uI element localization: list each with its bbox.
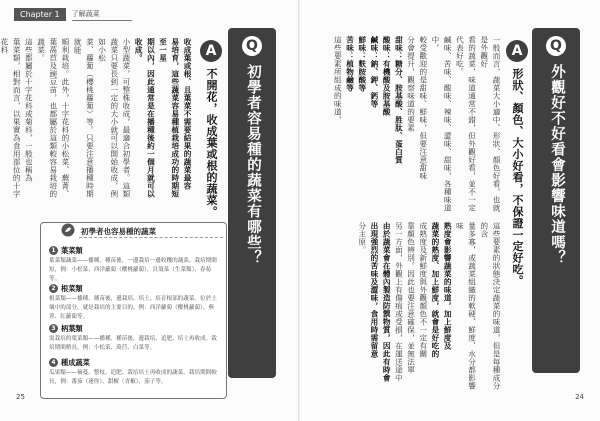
right-page xyxy=(300,0,600,421)
body-line-6: 甜味：糖分、胺基酸、胜肽、蛋白質 xyxy=(394,36,404,164)
body-text-left xyxy=(0,38,193,203)
body-line-10: 葉菜類，相對而言，以果實為食用部位的十字花科 xyxy=(0,38,22,198)
body-line-5: 分會提升，觀察味道的要素 xyxy=(406,36,416,132)
body-line-4: 較受歡迎的是甜味、鮮味，但要注意甜味 xyxy=(418,36,428,180)
body-line-b8: 由於蔬菜會在體內製造防禦物質，因此有時會 xyxy=(382,222,392,382)
body-line-9: 鮮味：麩胺酸等 xyxy=(357,36,367,92)
a-icon: A xyxy=(200,40,222,62)
box-title-divider xyxy=(79,237,223,238)
body-line-b4: 蔬菜的熟度、加上鮮度，就會是好吃的 xyxy=(430,222,440,358)
veg-item-heading: 葉菜類 xyxy=(61,245,83,255)
veg-item-desc: 葉菜類蔬菜——播種、種苗後，一邊栽培一邊收穫的蔬菜。栽培期間短，例：小松菜、西洋蘿蔔（櫻桃蘿蔔）、貝殼菜（生菜類）、春菊等。 xyxy=(49,258,217,282)
number-badge: 2 xyxy=(49,284,58,293)
a-icon: A xyxy=(506,40,528,62)
body-line-7: 酸味：有機酸及胺基酸 xyxy=(382,36,392,116)
chapter-header xyxy=(14,8,132,21)
veg-item-desc: 根菜類——播種、種苗後，邊栽培、培土、培育根部的蔬菜。位於土壤中的部分，就是栽培的主要目的。例：西洋蘿蔔（櫻桃蘿蔔）、蕪菁、紅蘿蔔等。 xyxy=(49,296,217,320)
body-line-9: 這些都屬於十字花科或菊科，一般也稱為 xyxy=(24,38,34,182)
veg-item xyxy=(49,283,221,321)
chapter-title: 了解蔬菜 xyxy=(72,9,132,21)
body-line-b2: 量多寡，或蔬菜組織的軟硬、鮮度、水分都影響味 xyxy=(455,222,477,390)
body-text-right-b xyxy=(340,222,502,392)
question-text: 初學者容易種的蔬菜有哪些？ xyxy=(245,64,261,266)
veg-item-desc: 需栽培的葉菜類——播種、種苗後，邊栽培、追肥、培土再收成。栽培期間稍長，例：小松菜、萵苣、白菜等。 xyxy=(49,336,217,351)
body-line-10: 苦味：植物鹼等 xyxy=(345,36,355,92)
box-title: 初學者也容易種的蔬菜 xyxy=(81,227,156,236)
number-badge: 3 xyxy=(49,324,58,333)
body-line-11: 這些要素所組成的味道， xyxy=(333,36,343,124)
veg-item-heading: 柄葉類 xyxy=(61,323,83,333)
question-text: 外觀好不好看會影響味道嗎？ xyxy=(549,64,565,266)
body-line-1: 一般而言，蔬菜大小適中、形狀、顏色好看，也就是外觀好 xyxy=(479,36,501,212)
body-line-b5: 成熟度及新鮮度與外觀顏色不一定有關 xyxy=(418,222,428,358)
answer-heading: 形狀、顏色、大小好看，不保證一定好吃。 xyxy=(511,68,524,287)
q-icon: Q xyxy=(242,36,262,56)
body-text-right-a xyxy=(333,36,502,216)
body-line-5: 蔬菜只要長到一定的大小就可以開始收成，例如小松 xyxy=(97,38,119,198)
veg-item-heading: 種成蔬菜 xyxy=(61,357,90,367)
leaf-icon xyxy=(61,223,75,237)
body-line-b7: 另一方面，外觀上有傷痕或受損，在運送途中 xyxy=(394,222,404,382)
number-badge: 1 xyxy=(49,246,58,255)
question-banner xyxy=(228,28,276,378)
veg-item-desc: 瓜果類——摘蔓、整枝、追肥、栽培培土再收成的蔬菜。栽培期間較長，例：番茄（迷你）、甜椒（青椒）、茄子等。 xyxy=(49,370,217,385)
body-line-3: 鹹味、苦味、酸味、辣味、澀味、甜味，各種味道中， xyxy=(430,36,453,212)
body-line-4: 小型蔬菜，可整株收成，最適合初學者。這類 xyxy=(121,38,131,198)
question-banner xyxy=(532,28,580,373)
veg-item xyxy=(49,357,221,387)
chapter-tab: Chapter 1 xyxy=(14,8,66,21)
body-line-b9: 出現強烈的苦味及澀味，食用時需留意 xyxy=(369,222,379,358)
body-line-8: 鹹味：鈉、鉀、鈣等 xyxy=(369,36,379,108)
page-number-right: 24 xyxy=(575,393,584,401)
veg-item xyxy=(49,323,221,353)
body-line-b10: 分主原。 xyxy=(357,222,367,254)
body-line-6: 菜、蘿蔔（櫻桃蘿蔔）等。只要注意播種時期就能 xyxy=(73,38,95,198)
body-line-8: 葉萵苣及豌豆苗，也都屬於這類較容易栽培的蔬菜。 xyxy=(36,38,58,198)
body-line-b1: 這些要素的狀態決定蔬菜的味道，但是每種成分的含 xyxy=(479,222,501,390)
q-icon: Q xyxy=(546,36,566,56)
body-line-1: 收成葉或根、且葉菜不需要結果的蔬菜最容 xyxy=(183,38,192,190)
body-line-2: 易培育，這些蔬菜容易種植栽培成功的時期短至一星 xyxy=(158,38,180,198)
box-title-bar xyxy=(49,221,219,241)
body-line-2: 看的蔬菜，味道通常不錯，但外觀好看，並不一定代表好吃。 xyxy=(455,36,477,212)
body-line-3: 期以內，因此通常是在播種後約一個月就可以收成。 xyxy=(134,38,156,198)
veg-item xyxy=(49,245,221,283)
body-line-b6: 靠顏色辨別。因此也要注意確保，並無法單 xyxy=(406,222,416,374)
veg-item-heading: 根菜類 xyxy=(61,283,83,293)
number-badge: 4 xyxy=(49,358,58,367)
body-line-b3: 熟度會影響蔬菜的味道，加上鮮度及 xyxy=(443,222,453,350)
left-page xyxy=(0,0,299,421)
body-line-7: 順利栽培。此外，十字花科的小松菜、蕪菁、 xyxy=(60,38,70,198)
answer-heading: 不開花，收成葉或根的蔬菜。 xyxy=(205,68,218,218)
page-number-left: 25 xyxy=(16,393,25,401)
easy-vegetables-box xyxy=(40,222,227,399)
